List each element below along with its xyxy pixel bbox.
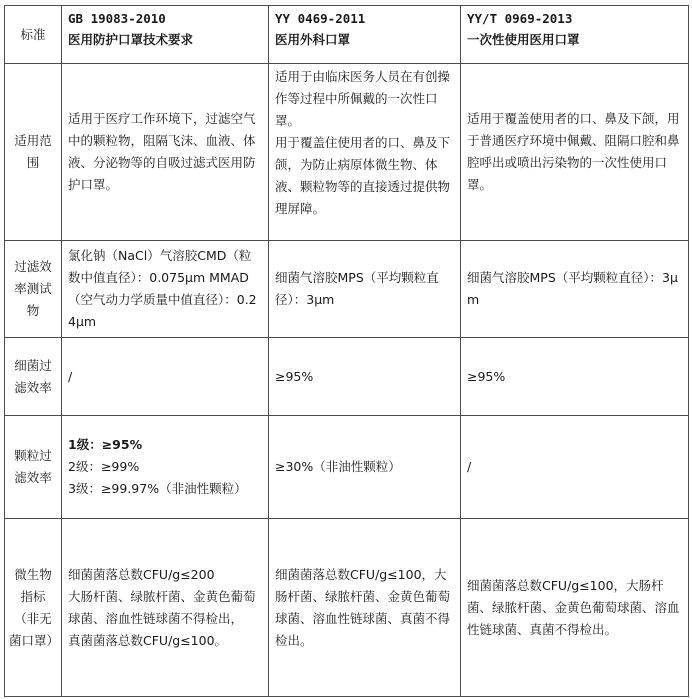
table-row [5,416,689,519]
cell-bfe-yy0469: ≥95% [269,338,461,416]
cell-scope-yy0469-p1: 适用于由临床医务人员在有创操作等过程中所佩戴的一次性口罩。 [275,69,451,128]
cell-pfe-yyt0969: / [461,416,689,519]
header-yy0469-code: YY 0469-2011 [275,11,366,26]
cell-aerosol-gb19083: 氯化钠（NaCl）气溶胶CMD（粒数中值直径）：0.075μm MMAD（空气动力学质量中值直径）：0.24μm [62,241,269,338]
header-row [5,6,689,64]
row-label-bfe: 细菌过滤效率 [5,338,62,416]
header-yyt0969-name: 一次性使用医用口罩 [467,32,580,47]
cell-pfe-gb19083-level3: 3级：≥99.97%（非油性颗粒） [68,481,247,496]
header-gb19083-name: 医用防护口罩技术要求 [68,32,194,47]
row-label-scope: 适用范围 [5,64,62,241]
row-label-microbial: 微生物指标（非无菌口罩） [5,519,62,697]
cell-scope-yy0469 [269,64,461,241]
mask-standards-table [4,5,689,697]
header-yyt0969-code: YY/T 0969-2013 [467,11,573,26]
cell-microbial-gb19083-l2: 大肠杆菌、绿脓杆菌、金黄色葡萄球菌、溶血性链球菌不得检出， [68,588,256,626]
cell-scope-yy0469-p2: 用于覆盖住使用者的口、鼻及下颌，为防止病原体微生物、体液、颗粒物等的直接透过提供物理屏障。 [275,135,451,216]
table-row [5,64,689,241]
header-gb19083 [62,6,269,64]
cell-pfe-gb19083 [62,416,269,519]
table-row [5,338,689,416]
cell-aerosol-yyt0969: 细菌气溶胶MPS（平均颗粒直径）：3μm [461,241,689,338]
cell-microbial-yy0469: 细菌菌落总数CFU/g≤100，大肠杆菌、绿脓杆菌、金黄色葡萄球菌、溶血性链球菌、真菌不得检出。 [269,519,461,697]
cell-pfe-gb19083-level2: 2级：≥99% [68,459,140,474]
table-row [5,519,689,697]
header-yy0469 [269,6,461,64]
header-yy0469-name: 医用外科口罩 [275,32,351,47]
cell-pfe-gb19083-level1: 1级：≥95% [68,437,143,452]
row-label-pfe: 颗粒过滤效率 [5,416,62,519]
cell-bfe-gb19083: / [62,338,269,416]
cell-microbial-gb19083-l3: 真菌菌落总数CFU/g≤100。 [68,632,228,648]
table-row [5,241,689,338]
cell-microbial-gb19083 [62,519,269,697]
cell-microbial-yyt0969: 细菌菌落总数CFU/g≤100，大肠杆菌、绿脓杆菌、金黄色葡萄球菌、溶血性链球菌、真菌不得检出。 [461,519,689,697]
row-label-test-aerosol: 过滤效率测试物 [5,241,62,338]
header-yyt0969 [461,6,689,64]
cell-aerosol-yy0469: 细菌气溶胶MPS（平均颗粒直径）：3μm [269,241,461,338]
header-label: 标准 [5,6,62,64]
cell-scope-yyt0969: 适用于覆盖使用者的口、鼻及下颌，用于普通医疗环境中佩戴、阻隔口腔和鼻腔呼出或喷出污染物的一次性使用口罩。 [461,64,689,241]
cell-bfe-yyt0969: ≥95% [461,338,689,416]
header-gb19083-code: GB 19083-2010 [68,11,166,26]
cell-microbial-gb19083-l1: 细菌菌落总数CFU/g≤200 [68,566,215,582]
cell-scope-gb19083: 适用于医疗工作环境下，过滤空气中的颗粒物，阻隔飞沫、血液、体液、分泌物等的自吸过滤式医用防护口罩。 [62,64,269,241]
cell-pfe-yy0469: ≥30%（非油性颗粒） [269,416,461,519]
